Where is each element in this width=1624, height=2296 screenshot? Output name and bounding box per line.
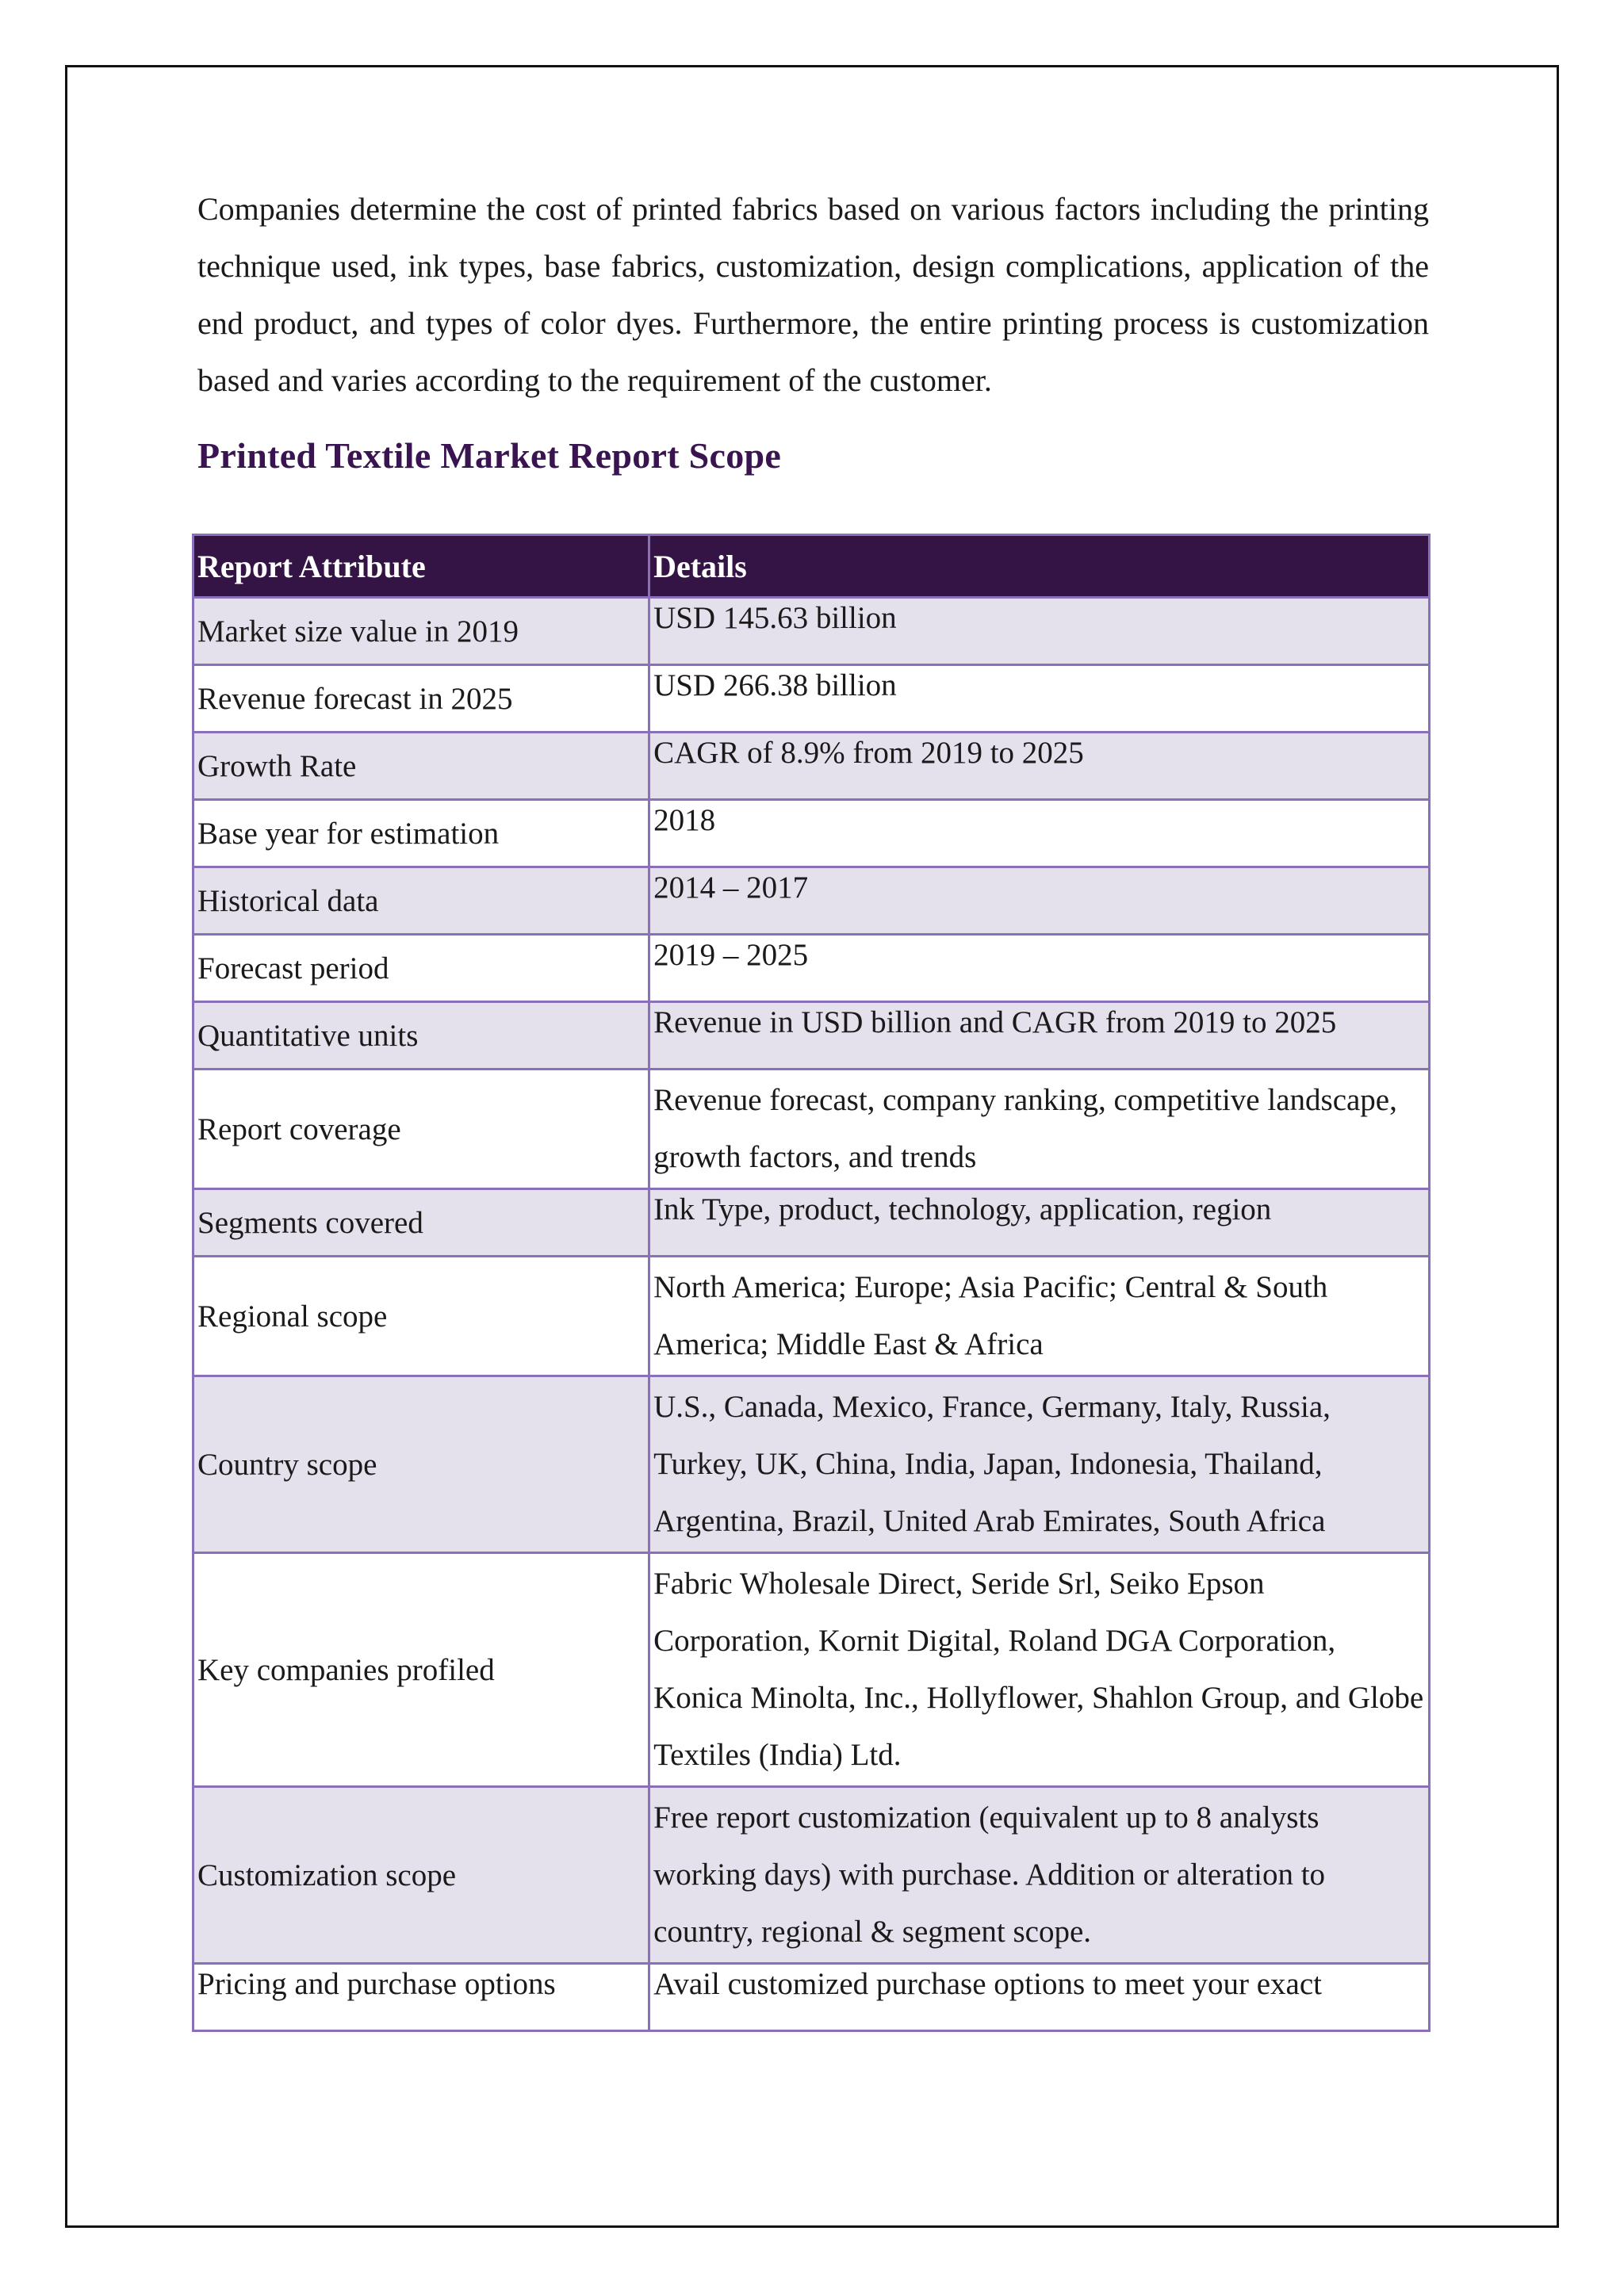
row-details: Ink Type, product, technology, application, region: [649, 1189, 1430, 1257]
table-row: [193, 1787, 1430, 1964]
table-row: [193, 1070, 1430, 1189]
table-row: [193, 1964, 1430, 2031]
table-row: [193, 800, 1430, 867]
row-details: 2019 – 2025: [649, 935, 1430, 1002]
row-attribute: Revenue forecast in 2025: [193, 665, 649, 733]
row-attribute: Report coverage: [193, 1070, 649, 1189]
row-details: North America; Europe; Asia Pacific; Central & South America; Middle East & Africa: [649, 1257, 1430, 1376]
table-row: [193, 867, 1430, 935]
row-attribute: Segments covered: [193, 1189, 649, 1257]
row-attribute: Base year for estimation: [193, 800, 649, 867]
row-attribute: Key companies profiled: [193, 1553, 649, 1787]
row-attribute: Historical data: [193, 867, 649, 935]
table-row: [193, 1002, 1430, 1070]
table-row: [193, 665, 1430, 733]
row-details: USD 266.38 billion: [649, 665, 1430, 733]
report-scope-table: [192, 534, 1431, 2032]
header-details: Details: [649, 535, 1430, 598]
row-details: 2018: [649, 800, 1430, 867]
table-row: [193, 598, 1430, 665]
row-details: USD 145.63 billion: [649, 598, 1430, 665]
row-details: 2014 – 2017: [649, 867, 1430, 935]
row-details: Avail customized purchase options to meet your exact: [649, 1964, 1430, 2031]
table-row: [193, 1189, 1430, 1257]
table-row: [193, 1257, 1430, 1376]
intro-paragraph: Companies determine the cost of printed fabrics based on various factors including the printing technique used, ink types, base fabrics, customization, design complications, application of the end product, and types of color dyes. Furthermore, the entire printing process is customization based and varies according to the requirement of the customer.: [197, 191, 1429, 398]
row-details: Fabric Wholesale Direct, Seride Srl, Seiko Epson Corporation, Kornit Digital, Roland DGA Corporation, Konica Minolta, Inc., Hollyflower, Shahlon Group, and Globe Textiles (India) Ltd.: [649, 1553, 1430, 1787]
row-attribute: Country scope: [193, 1376, 649, 1553]
row-details: U.S., Canada, Mexico, France, Germany, Italy, Russia, Turkey, UK, China, India, Japan, Indonesia, Thailand, Argentina, Brazil, United Arab Emirates, South Africa: [649, 1376, 1430, 1553]
row-details: CAGR of 8.9% from 2019 to 2025: [649, 733, 1430, 800]
table-header-row: [193, 535, 1430, 598]
row-attribute: Market size value in 2019: [193, 598, 649, 665]
row-details: Revenue in USD billion and CAGR from 2019 to 2025: [649, 1002, 1430, 1070]
row-attribute: Growth Rate: [193, 733, 649, 800]
table-row: [193, 733, 1430, 800]
row-attribute: Customization scope: [193, 1787, 649, 1964]
header-attribute: Report Attribute: [193, 535, 649, 598]
row-details: Free report customization (equivalent up to 8 analysts working days) with purchase. Addition or alteration to country, regional & segment scope.: [649, 1787, 1430, 1964]
row-attribute: Forecast period: [193, 935, 649, 1002]
row-attribute: Regional scope: [193, 1257, 649, 1376]
table-row: [193, 1376, 1430, 1553]
table-row: [193, 1553, 1430, 1787]
row-details: Revenue forecast, company ranking, competitive landscape, growth factors, and trends: [649, 1070, 1430, 1189]
table-row: [193, 935, 1430, 1002]
row-attribute: Pricing and purchase options: [193, 1964, 649, 2031]
section-title: Printed Textile Market Report Scope: [197, 435, 782, 476]
row-attribute: Quantitative units: [193, 1002, 649, 1070]
